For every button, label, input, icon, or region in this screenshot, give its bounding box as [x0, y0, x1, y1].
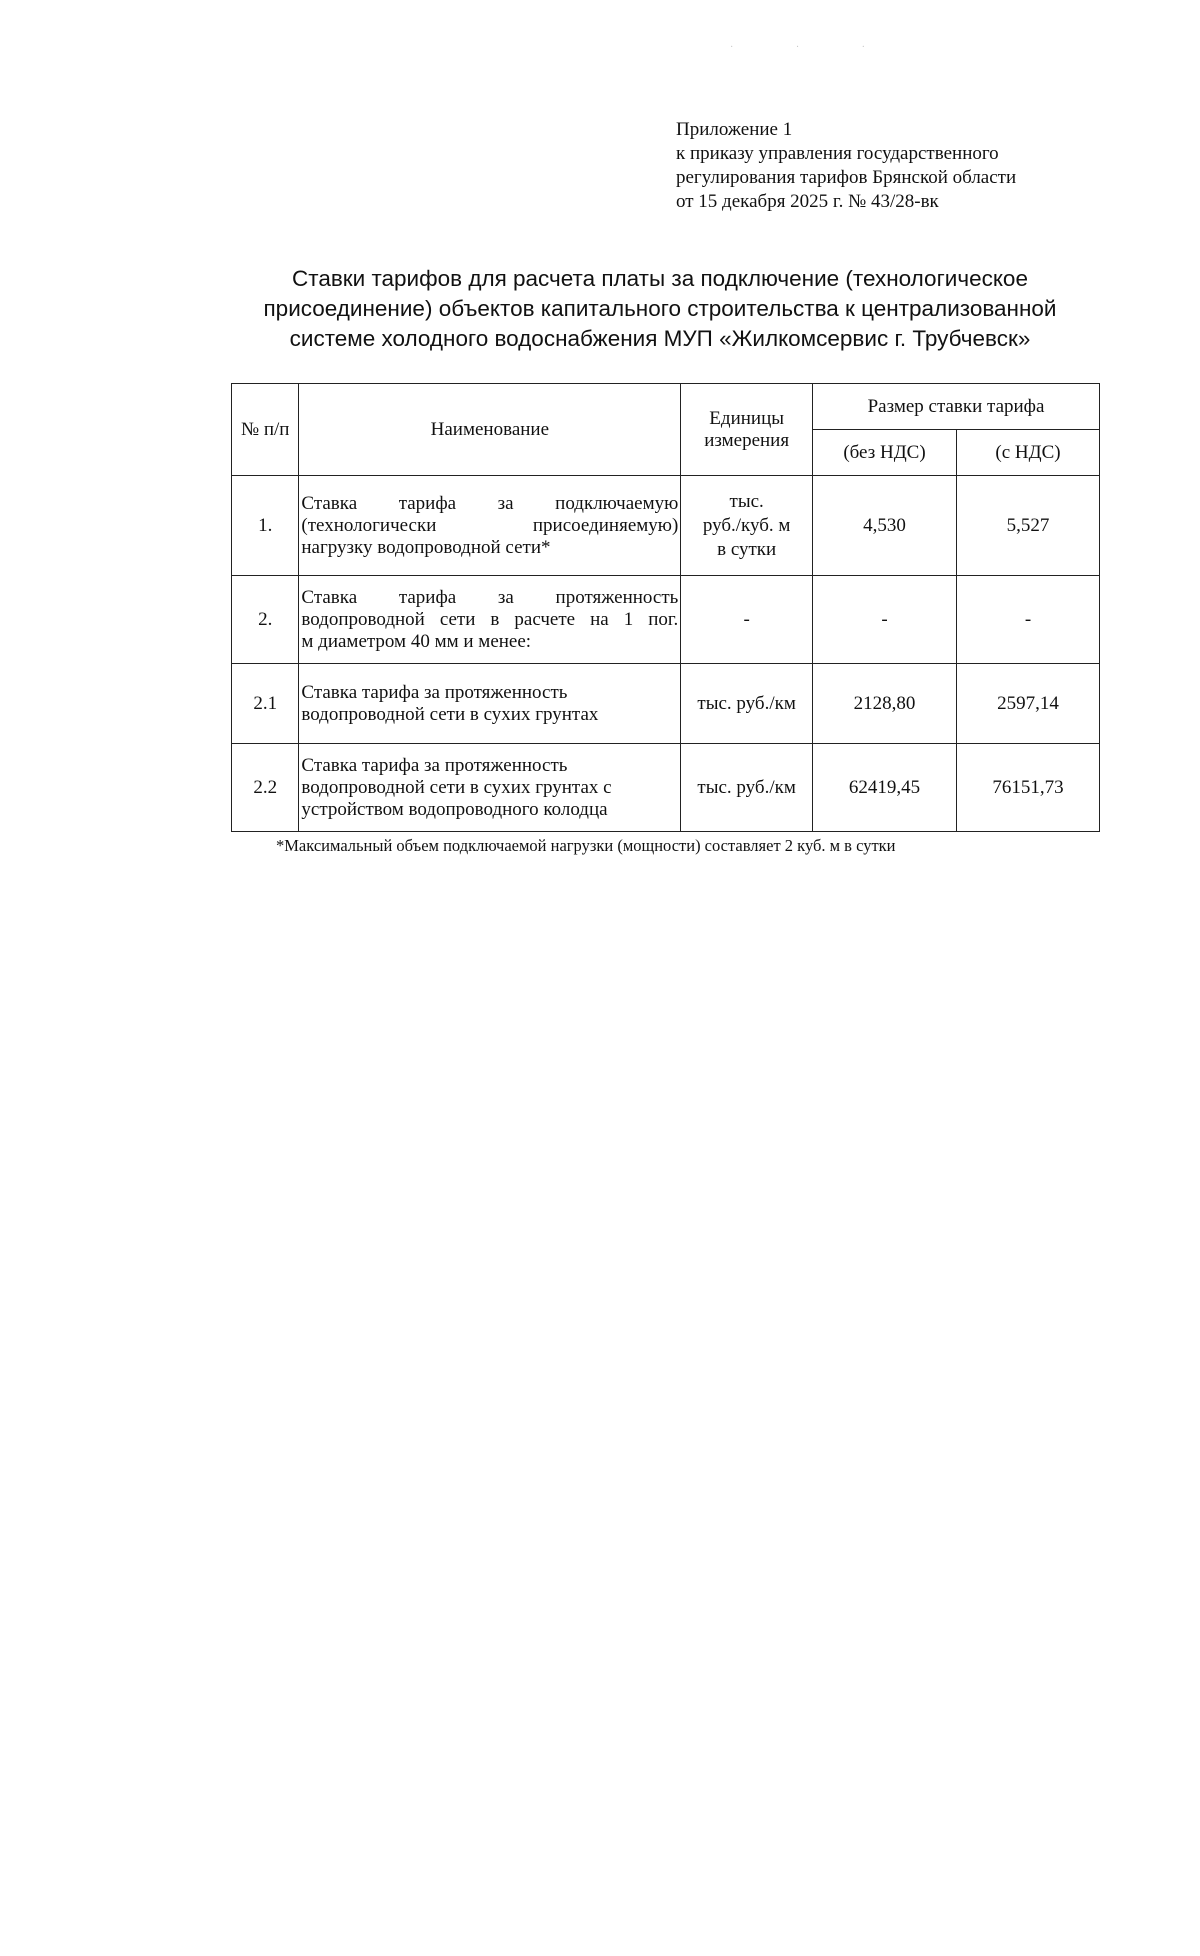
appendix-line: регулирования тарифов Брянской области [676, 167, 1017, 188]
row-num: 1. [232, 476, 299, 576]
row-with-vat: - [956, 576, 1099, 664]
row-name-line: Ставка тарифа за протяженность [301, 681, 568, 703]
row-name-line: водопроводной сети в расчете на 1 пог. [301, 608, 679, 630]
row-without-vat: 62419,45 [813, 744, 957, 832]
title-line: Ставки тарифов для расчета платы за подключение (технологическое [292, 266, 1028, 291]
header-unit-line: измерения [704, 429, 790, 451]
header-unit-line: Единицы [709, 407, 785, 429]
appendix-line: Приложение 1 [676, 119, 793, 140]
row-name-line: Ставка тарифа за подключаемую [301, 492, 679, 514]
row-with-vat: 76151,73 [956, 744, 1099, 832]
row-num: 2. [232, 576, 299, 664]
row-name [299, 664, 681, 744]
row-name-line: (технологически присоединяемую) [301, 514, 679, 536]
row-name-line: водопроводной сети в сухих грунтах [301, 703, 599, 725]
row-with-vat: 2597,14 [956, 664, 1099, 744]
footnote: *Максимальный объем подключаемой нагрузки (мощности) составляет 2 куб. м в сутки [276, 836, 896, 855]
header-num: № п/п [232, 384, 299, 476]
table-row [232, 664, 1100, 744]
appendix-line: к приказу управления государственного [676, 143, 999, 164]
header-with-vat: (с НДС) [956, 430, 1099, 476]
appendix-reference [676, 118, 1106, 214]
row-name-line: устройством водопроводного колодца [301, 798, 608, 820]
table-row [232, 744, 1100, 832]
row-name-line: нагрузку водопроводной сети* [301, 536, 551, 558]
title-line: присоединение) объектов капитального строительства к централизованной [263, 296, 1057, 321]
row-name-line: Ставка тарифа за протяженность [301, 586, 679, 608]
table-header-row [232, 384, 1100, 430]
row-unit-line: тыс. [729, 490, 764, 512]
header-name: Наименование [299, 384, 681, 476]
row-unit [681, 476, 813, 576]
title-line: системе холодного водоснабжения МУП «Жилкомсервис г. Трубчевск» [289, 326, 1031, 351]
header-without-vat: (без НДС) [813, 430, 957, 476]
row-name-line: м диаметром 40 мм и менее: [301, 630, 532, 652]
row-with-vat: 5,527 [956, 476, 1099, 576]
row-name-line: Ставка тарифа за протяженность [301, 754, 568, 776]
row-name-line: водопроводной сети в сухих грунтах с [301, 776, 612, 798]
table-row [232, 476, 1100, 576]
row-num: 2.1 [232, 664, 299, 744]
scan-artifact: · · · [730, 42, 895, 53]
row-name [299, 476, 681, 576]
document-title [230, 264, 1090, 354]
row-unit-line: в сутки [717, 538, 777, 560]
row-unit: тыс. руб./км [681, 744, 813, 832]
row-name [299, 744, 681, 832]
row-without-vat: 2128,80 [813, 664, 957, 744]
appendix-line: от 15 декабря 2025 г. № 43/28-вк [676, 191, 939, 212]
row-without-vat: 4,530 [813, 476, 957, 576]
row-name [299, 576, 681, 664]
row-unit-line: руб./куб. м [702, 514, 791, 536]
row-without-vat: - [813, 576, 957, 664]
row-unit: тыс. руб./км [681, 664, 813, 744]
row-num: 2.2 [232, 744, 299, 832]
row-unit: - [681, 576, 813, 664]
header-rate-group: Размер ставки тарифа [813, 384, 1100, 430]
table-row [232, 576, 1100, 664]
tariff-table [231, 383, 1100, 832]
header-unit [681, 384, 813, 476]
